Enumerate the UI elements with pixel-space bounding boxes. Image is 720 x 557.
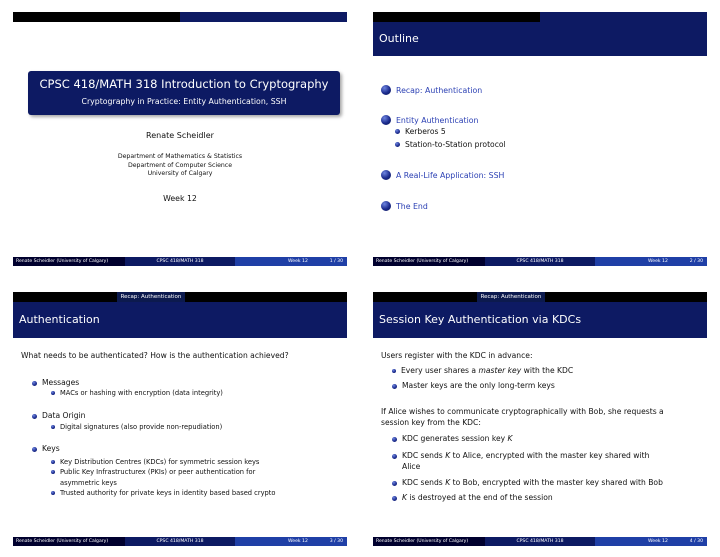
author-name: Renate Scheidler: [146, 131, 214, 140]
bullet-dot-icon: [395, 129, 400, 134]
frame-title: Authentication: [13, 302, 347, 338]
step-2-continuation: Alice: [402, 462, 421, 471]
sub-item: [51, 458, 259, 467]
sub-item: [51, 389, 223, 398]
text-part: KDC sends: [402, 451, 446, 460]
slide-kdc: [373, 292, 707, 546]
bullet-dot-icon: [392, 496, 397, 501]
outline-subsection-label: Station-to-Station protocol: [405, 140, 506, 149]
footer: [13, 537, 347, 546]
dept-cs: Department of Computer Science: [127, 161, 233, 169]
footer-week: Week 12: [648, 259, 668, 264]
reg-item-1: [392, 366, 573, 376]
footer-author: Renate Scheidler (University of Calgary): [13, 537, 125, 546]
footer-right: [235, 537, 347, 546]
slide-title: [13, 12, 347, 266]
reg-item-2: [392, 381, 555, 391]
university: University of Calgary: [147, 170, 213, 178]
footer-week: Week 12: [648, 539, 668, 544]
slide-authentication: [13, 292, 347, 546]
footer-right: [595, 257, 707, 266]
outline-section-1[interactable]: [381, 85, 482, 95]
footer-course: CPSC 418/MATH 318: [485, 537, 595, 546]
section-name: Recap: Authentication: [477, 292, 545, 302]
footer-page: 2 / 30: [689, 259, 703, 264]
emphasis-text: master key: [478, 366, 522, 375]
frame-title: Outline: [373, 22, 707, 56]
para-line-2: session key from the KDC:: [381, 418, 481, 427]
title-box: [28, 71, 340, 115]
bullet-dot-icon: [392, 454, 397, 459]
reg-item-text: [401, 366, 573, 376]
intro-text: What needs to be authenticated? How is the authentication achieved?: [21, 351, 289, 360]
step-1: [392, 434, 513, 444]
footer-right: [595, 537, 707, 546]
footer-week: Week 12: [288, 539, 308, 544]
item-label: Keys: [42, 444, 60, 453]
sub-item-label: Key Distribution Centres (KDCs) for symmetric session keys: [60, 458, 260, 466]
bullet-dot-icon: [392, 437, 397, 442]
text-part: to Alice, encrypted with the master key shared with: [450, 451, 650, 460]
footer-author: Renate Scheidler (University of Calgary): [373, 257, 485, 266]
footer-course: CPSC 418/MATH 318: [485, 257, 595, 266]
footer: [373, 257, 707, 266]
nav-bar: [373, 12, 707, 22]
sub-item-label: MACs or hashing with encryption (data integrity): [60, 389, 223, 397]
bullet-dot-icon: [51, 470, 55, 474]
step-4: [392, 493, 553, 503]
key-symbol: K: [507, 434, 513, 443]
outline-section-label: Recap: Authentication: [396, 85, 483, 95]
text-part: is destroyed at the end of the session: [406, 493, 553, 502]
text-part: Every user shares a: [401, 366, 479, 375]
date-week: Week 12: [163, 194, 197, 203]
text-part: KDC generates session key: [402, 434, 508, 443]
bullet-dot-icon: [51, 460, 55, 464]
bullet-ball-icon: [381, 85, 391, 95]
reg-item-text: Master keys are the only long-term keys: [402, 381, 555, 390]
step-3: [392, 478, 663, 488]
key-symbol: K: [445, 451, 451, 460]
outline-section-label: A Real-Life Application: SSH: [396, 170, 505, 180]
bullet-dot-icon: [32, 381, 37, 386]
section-bar: [373, 292, 707, 302]
sub-item-label: Trusted authority for private keys in identity based based crypto: [60, 489, 276, 497]
outline-subsection-kerberos[interactable]: [395, 127, 446, 136]
step-text: [402, 434, 513, 444]
para-line-1: If Alice wishes to communicate cryptographically with Bob, she requests a: [381, 407, 664, 416]
item-label: Data Origin: [42, 411, 86, 420]
outline-section-3[interactable]: [381, 170, 504, 180]
key-symbol: K: [445, 478, 451, 487]
footer-week: Week 12: [288, 259, 308, 264]
outline-subsection-sts[interactable]: [395, 140, 506, 149]
sub-item: [51, 489, 276, 498]
sub-item-label: Public Key Infrastructurex (PKIs) or peer authentication for: [60, 468, 256, 476]
key-symbol: K: [402, 493, 407, 502]
slide-outline: [373, 12, 707, 266]
section-name: Recap: Authentication: [117, 292, 185, 302]
outline-section-2[interactable]: [381, 115, 478, 125]
footer-page: 4 / 30: [689, 539, 703, 544]
bullet-dot-icon: [392, 369, 396, 373]
text-part: to Bob, encrypted with the master key shared with Bob: [450, 478, 663, 487]
step-2: [392, 451, 649, 461]
footer: [13, 257, 347, 266]
outline-section-4[interactable]: [381, 201, 428, 211]
bullet-dot-icon: [395, 142, 400, 147]
bullet-dot-icon: [32, 447, 37, 452]
footer-author: Renate Scheidler (University of Calgary): [13, 257, 125, 266]
outline-section-label: The End: [396, 201, 428, 211]
intro-text: Users register with the KDC in advance:: [381, 351, 533, 360]
bullet-dot-icon: [392, 481, 397, 486]
sub-item: [51, 468, 255, 477]
bullet-dot-icon: [392, 384, 397, 389]
bullet-dot-icon: [51, 391, 55, 395]
bullet-ball-icon: [381, 115, 391, 125]
institute: [13, 153, 347, 179]
list-item-messages: [32, 378, 79, 388]
bullet-dot-icon: [51, 491, 55, 495]
item-label: Messages: [42, 378, 80, 387]
text-part: KDC sends: [402, 478, 446, 487]
sub-item-continuation: asymmetric keys: [60, 479, 117, 487]
footer-course: CPSC 418/MATH 318: [125, 537, 235, 546]
list-item-keys: [32, 444, 60, 454]
footer: [373, 537, 707, 546]
footer-page: 1 / 30: [329, 259, 343, 264]
text-part: with the KDC: [521, 366, 574, 375]
section-bar: [13, 292, 347, 302]
step-text: [402, 493, 553, 503]
step-text: [402, 478, 663, 488]
sub-item-label: Digital signatures (also provide non-repudiation): [60, 423, 223, 431]
presentation-subtitle: Cryptography in Practice: Entity Authentication, SSH: [81, 97, 287, 106]
bullet-ball-icon: [381, 170, 391, 180]
list-item-data-origin: [32, 411, 86, 421]
footer-course: CPSC 418/MATH 318: [125, 257, 235, 266]
outline-subsection-label: Kerberos 5: [405, 127, 446, 136]
bullet-ball-icon: [381, 201, 391, 211]
bullet-dot-icon: [51, 425, 55, 429]
footer-author: Renate Scheidler (University of Calgary): [373, 537, 485, 546]
bullet-dot-icon: [32, 414, 37, 419]
nav-bar: [13, 12, 347, 22]
frame-title: Session Key Authentication via KDCs: [373, 302, 707, 338]
footer-right: [235, 257, 347, 266]
dept-math: Department of Mathematics & Statistics: [117, 153, 243, 160]
footer-page: 3 / 30: [329, 539, 343, 544]
outline-section-label: Entity Authentication: [396, 115, 479, 125]
sub-item: [51, 423, 222, 432]
step-text: [402, 451, 649, 461]
presentation-title: CPSC 418/MATH 318 Introduction to Cryptography: [39, 77, 329, 91]
